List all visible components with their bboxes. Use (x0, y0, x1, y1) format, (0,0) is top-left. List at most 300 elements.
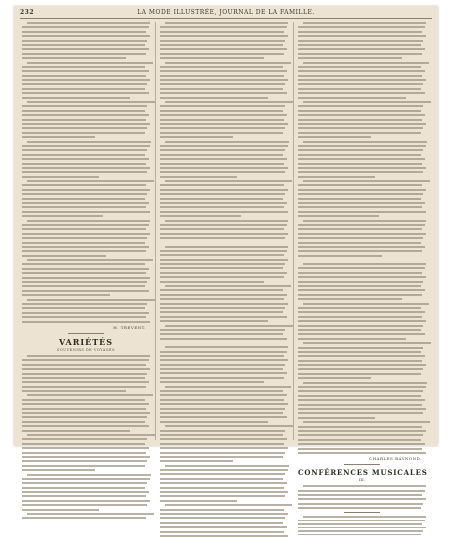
text-line (22, 233, 150, 235)
text-line (22, 447, 149, 449)
text-line (160, 298, 284, 300)
text-line (22, 163, 146, 165)
text-line (22, 390, 126, 392)
text-line (298, 452, 426, 454)
text-line (22, 500, 150, 502)
text-line (22, 430, 130, 432)
text-line (160, 237, 285, 239)
text-line (27, 394, 152, 396)
text-line (160, 189, 288, 191)
text-line (22, 57, 126, 59)
text-line (22, 504, 147, 506)
page-number: 232 (20, 9, 35, 16)
text-line (22, 136, 95, 138)
conferences-heading: CONFÉRENCES MUSICALES (298, 468, 428, 478)
text-line (298, 250, 422, 252)
text-line (160, 215, 241, 217)
text-line (22, 154, 145, 156)
text-line (303, 342, 431, 344)
text-line (160, 176, 237, 178)
text-line (160, 526, 287, 528)
text-line (22, 465, 145, 467)
newspaper-page (14, 6, 438, 483)
footnote-text (298, 516, 426, 535)
text-line (160, 136, 233, 138)
text-line (298, 224, 425, 226)
text-line (160, 281, 264, 283)
text-line (160, 329, 285, 331)
text-line (298, 176, 375, 178)
text-line (22, 268, 149, 270)
varietes-text (22, 355, 150, 519)
text-line (160, 430, 285, 432)
text-line (160, 320, 268, 322)
text-line (22, 158, 149, 160)
text-line (22, 321, 150, 323)
text-line (298, 443, 425, 445)
text-line (22, 149, 147, 151)
text-line (298, 114, 425, 116)
text-line (22, 246, 149, 248)
text-line (160, 202, 287, 204)
text-line (160, 259, 288, 261)
text-line (160, 193, 285, 195)
section-rule (68, 333, 104, 334)
text-line (27, 220, 150, 222)
text-line (165, 246, 288, 248)
article-text (160, 346, 288, 537)
text-line (298, 215, 379, 217)
text-line (165, 325, 293, 327)
text-line (22, 438, 147, 440)
text-line (298, 132, 421, 134)
text-line (298, 355, 425, 357)
text-line (22, 495, 146, 497)
text-line (165, 465, 289, 467)
article-text (160, 246, 288, 340)
text-line (298, 242, 421, 244)
text-line (298, 494, 422, 496)
text-line (22, 425, 149, 427)
text-line (160, 119, 284, 121)
text-line (22, 211, 150, 213)
text-line (160, 517, 285, 519)
text-line (160, 381, 264, 383)
text-line (298, 26, 425, 28)
text-line (298, 523, 422, 525)
text-line (22, 224, 149, 226)
text-line (298, 233, 426, 235)
text-line (298, 360, 422, 362)
text-line (298, 198, 421, 200)
text-line (22, 97, 130, 99)
text-line (298, 97, 406, 99)
text-line (22, 171, 147, 173)
text-line (160, 123, 288, 125)
varietes-subheading: SOUVENIRS DE VOYAGES (56, 347, 115, 352)
text-line (160, 452, 285, 454)
text-line (22, 469, 95, 471)
text-line (298, 163, 422, 165)
text-line (298, 83, 423, 85)
column-divider (155, 22, 156, 440)
text-line (160, 289, 283, 291)
text-line (160, 408, 285, 410)
text-line (298, 145, 426, 147)
text-line (160, 372, 287, 374)
text-line (298, 498, 426, 500)
text-line (298, 412, 423, 414)
text-line (298, 311, 425, 313)
text-line (160, 522, 283, 524)
text-line (22, 478, 150, 480)
text-line (22, 443, 145, 445)
text-line (160, 434, 283, 436)
text-line (165, 386, 290, 388)
text-line (298, 439, 421, 441)
text-line (160, 233, 288, 235)
text-line (22, 53, 146, 55)
text-line (298, 136, 371, 138)
text-line (160, 438, 287, 440)
text-line (160, 394, 287, 396)
text-line (303, 421, 430, 423)
text-line (303, 382, 427, 384)
text-line (22, 184, 146, 186)
text-line (165, 62, 290, 64)
text-line (27, 474, 151, 476)
text-line (160, 57, 264, 59)
text-line (22, 176, 99, 178)
text-line (303, 141, 427, 143)
text-line (22, 114, 149, 116)
text-line (298, 237, 423, 239)
text-line (22, 193, 147, 195)
text-line (160, 509, 284, 511)
text-line (22, 44, 145, 46)
text-line (298, 119, 422, 121)
text-line (298, 193, 423, 195)
text-line (160, 333, 283, 335)
text-line (22, 452, 146, 454)
text-line (22, 460, 147, 462)
text-line (298, 320, 426, 322)
text-line (298, 373, 421, 375)
text-line (22, 132, 145, 134)
text-line (160, 83, 285, 85)
text-line (298, 408, 426, 410)
text-line (22, 285, 145, 287)
text-line (22, 399, 145, 401)
article-text (160, 22, 288, 239)
text-line (160, 35, 288, 37)
text-line (165, 220, 288, 222)
journal-title: LA MODE ILLUSTRÉE, JOURNAL DE LA FAMILLE. (137, 9, 315, 16)
text-line (22, 307, 145, 309)
text-line (298, 110, 421, 112)
text-line (22, 368, 150, 370)
text-line (160, 224, 287, 226)
text-line (22, 456, 150, 458)
text-line (22, 381, 149, 383)
text-line (303, 220, 426, 222)
varietes-heading: VARIÉTÉS (58, 336, 114, 347)
text-line (22, 255, 106, 257)
text-line (160, 416, 287, 418)
text-line (22, 412, 150, 414)
text-line (298, 430, 426, 432)
text-line (160, 469, 288, 471)
text-line (298, 377, 371, 379)
text-line (27, 180, 154, 182)
text-line (22, 364, 146, 366)
text-line (298, 255, 382, 257)
text-line (298, 228, 422, 230)
text-line (22, 386, 146, 388)
text-line (160, 294, 287, 296)
text-line (22, 198, 145, 200)
text-line (160, 303, 288, 305)
text-line (160, 473, 285, 475)
text-line (298, 490, 425, 492)
text-line (160, 276, 284, 278)
text-line (160, 149, 285, 151)
column-2 (160, 22, 288, 440)
text-line (160, 478, 283, 480)
text-line (22, 316, 146, 318)
text-line (160, 75, 284, 77)
text-line (160, 254, 284, 256)
text-line (22, 281, 147, 283)
text-line (160, 272, 287, 274)
text-line (160, 48, 287, 50)
text-line (160, 359, 288, 361)
text-line (160, 316, 287, 318)
column-divider (293, 22, 294, 440)
text-line (27, 299, 155, 301)
text-line (298, 395, 421, 397)
text-line (298, 246, 425, 248)
text-line (22, 237, 147, 239)
text-line (160, 97, 268, 99)
text-line (298, 92, 425, 94)
text-line (22, 421, 145, 423)
text-line (298, 417, 375, 419)
text-line (160, 88, 283, 90)
text-line (160, 338, 287, 340)
conferences-text (298, 485, 426, 509)
footnote-rule (344, 512, 380, 513)
text-line (298, 333, 425, 335)
text-line (22, 123, 150, 125)
text-line (22, 40, 147, 42)
text-line (27, 141, 151, 143)
text-line (298, 448, 422, 450)
text-line (298, 534, 421, 536)
header-rule (20, 18, 432, 19)
text-line (160, 513, 288, 515)
text-line (160, 390, 283, 392)
text-line (22, 83, 147, 85)
text-line (27, 434, 155, 436)
text-line (160, 355, 284, 357)
text-line (22, 66, 145, 68)
text-line (298, 211, 426, 213)
text-line (22, 242, 145, 244)
text-line (303, 101, 431, 103)
text-line (298, 364, 426, 366)
text-line (160, 110, 283, 112)
text-line (160, 364, 285, 366)
text-line (298, 272, 422, 274)
text-line (165, 346, 288, 348)
text-line (22, 290, 149, 292)
text-line (22, 377, 145, 379)
text-line (160, 531, 284, 533)
text-line (160, 167, 288, 169)
text-line (22, 48, 149, 50)
text-line (22, 189, 150, 191)
article-signature: CHARLES BAYNOND. (369, 456, 422, 462)
text-line (160, 198, 283, 200)
text-line (298, 57, 402, 59)
text-line (160, 211, 288, 213)
text-line (160, 228, 284, 230)
column-3 (298, 22, 428, 483)
text-line (303, 485, 426, 487)
text-line (160, 127, 285, 129)
text-line (160, 70, 287, 72)
text-line (160, 443, 284, 445)
text-line (298, 434, 423, 436)
text-line (298, 298, 402, 300)
text-line (303, 22, 426, 24)
text-line (160, 92, 287, 94)
text-line (22, 373, 147, 375)
text-line (160, 377, 284, 379)
article-text (298, 22, 426, 257)
text-line (298, 75, 422, 77)
text-line (298, 189, 426, 191)
text-line (160, 447, 288, 449)
text-line (165, 180, 292, 182)
text-line (298, 368, 423, 370)
text-line (298, 79, 426, 81)
text-line (22, 250, 146, 252)
text-line (298, 530, 423, 532)
text-line (22, 31, 146, 33)
text-line (160, 66, 283, 68)
text-line (298, 426, 422, 428)
text-line (298, 527, 426, 529)
text-line (22, 119, 146, 121)
page-header (20, 8, 432, 18)
text-line (160, 206, 284, 208)
text-line (303, 180, 430, 182)
text-line (160, 114, 287, 116)
text-line (298, 184, 422, 186)
text-line (160, 31, 284, 33)
text-line (160, 399, 284, 401)
text-line (298, 171, 423, 173)
text-line (22, 491, 149, 493)
text-line (298, 285, 421, 287)
text-line (160, 44, 283, 46)
text-line (22, 487, 145, 489)
text-line (22, 70, 149, 72)
text-line (22, 110, 145, 112)
text-line (27, 62, 152, 64)
text-line (160, 154, 283, 156)
text-line (22, 202, 149, 204)
text-line (298, 66, 421, 68)
text-line (165, 141, 289, 143)
text-line (160, 368, 283, 370)
text-line (298, 267, 425, 269)
text-line (22, 303, 147, 305)
text-line (27, 101, 155, 103)
text-line (160, 132, 283, 134)
text-line (298, 307, 421, 309)
text-line (22, 277, 150, 279)
text-line (160, 250, 287, 252)
article-signature: H. TREVENT. (113, 324, 146, 330)
text-line (298, 202, 425, 204)
text-line (160, 421, 268, 423)
text-line (298, 390, 423, 392)
text-line (22, 215, 103, 217)
text-line (160, 40, 285, 42)
text-line (22, 509, 99, 511)
text-line (160, 145, 288, 147)
text-line (27, 22, 150, 24)
text-line (298, 289, 425, 291)
text-line (160, 351, 287, 353)
text-line (22, 312, 149, 314)
text-line (298, 31, 422, 33)
text-line (298, 281, 423, 283)
text-line (298, 35, 426, 37)
text-line (160, 79, 288, 81)
text-line (22, 26, 149, 28)
text-line (27, 259, 152, 261)
text-line (160, 163, 284, 165)
text-line (298, 88, 421, 90)
text-line (298, 276, 426, 278)
text-line (27, 513, 154, 515)
text-line (160, 403, 288, 405)
text-line (22, 228, 146, 230)
text-line (165, 22, 288, 24)
text-line (303, 62, 428, 64)
text-line (298, 154, 421, 156)
text-line (22, 145, 150, 147)
text-line (160, 495, 285, 497)
text-line (298, 149, 423, 151)
text-line (298, 105, 423, 107)
text-line (160, 26, 287, 28)
text-line (298, 325, 423, 327)
text-line (22, 88, 145, 90)
text-line (160, 482, 287, 484)
text-line (298, 507, 421, 509)
text-line (303, 263, 426, 265)
text-line (303, 516, 426, 518)
text-line (27, 355, 150, 357)
text-line (298, 206, 422, 208)
text-line (298, 347, 423, 349)
text-line (160, 184, 284, 186)
